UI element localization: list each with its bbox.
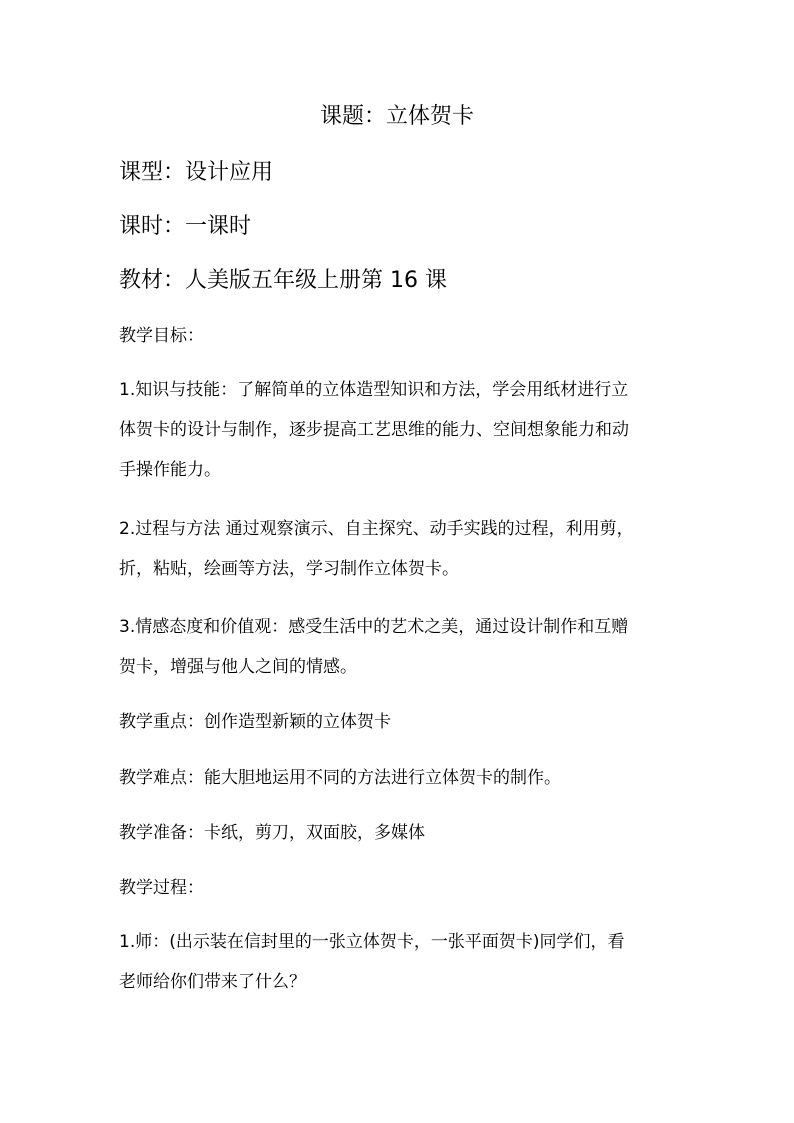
textbook: 教材：人美版五年级上册第 16 课 [119,268,447,293]
paragraph-line: 2.过程与方法 通过观察演示、自主探究、动手实践的过程，利用剪， [119,519,634,539]
paragraph-line: 体贺卡的设计与制作，逐步提高工艺思维的能力、空间想象能力和动 [119,420,629,440]
paragraph-line: 3.情感态度和价值观：感受生活中的艺术之美，通过设计制作和互赠 [119,617,629,637]
teaching-difficulty: 教学难点：能大胆地运用不同的方法进行立体贺卡的制作。 [119,768,561,788]
process-step-1 [119,922,685,1002]
paragraph-line: 1.知识与技能：了解简单的立体造型知识和方法，学会用纸材进行立 [119,380,629,400]
paragraph-line: 折，粘贴，绘画等方法，学习制作立体贺卡。 [119,559,459,579]
lesson-time: 课时：一课时 [119,214,252,239]
lesson-type: 课型：设计应用 [119,160,274,185]
objective-knowledge [119,370,685,490]
lesson-title: 课题：立体贺卡 [319,104,474,129]
paragraph-line: 手操作能力。 [119,460,221,480]
objective-process [119,509,685,589]
objective-emotion [119,607,685,687]
paragraph-line: 1.师：(出示装在信封里的一张立体贺卡，一张平面贺卡)同学们，看 [119,932,625,952]
process-heading: 教学过程： [119,878,204,898]
paragraph-line: 老师给你们带来了什么？ [119,972,306,992]
paragraph-line: 贺卡，增强与他人之间的情感。 [119,657,357,677]
teaching-key-point: 教学重点：创作造型新颖的立体贺卡 [119,712,391,732]
teaching-preparation: 教学准备：卡纸，剪刀，双面胶，多媒体 [119,823,425,843]
objectives-heading: 教学目标： [119,326,204,346]
